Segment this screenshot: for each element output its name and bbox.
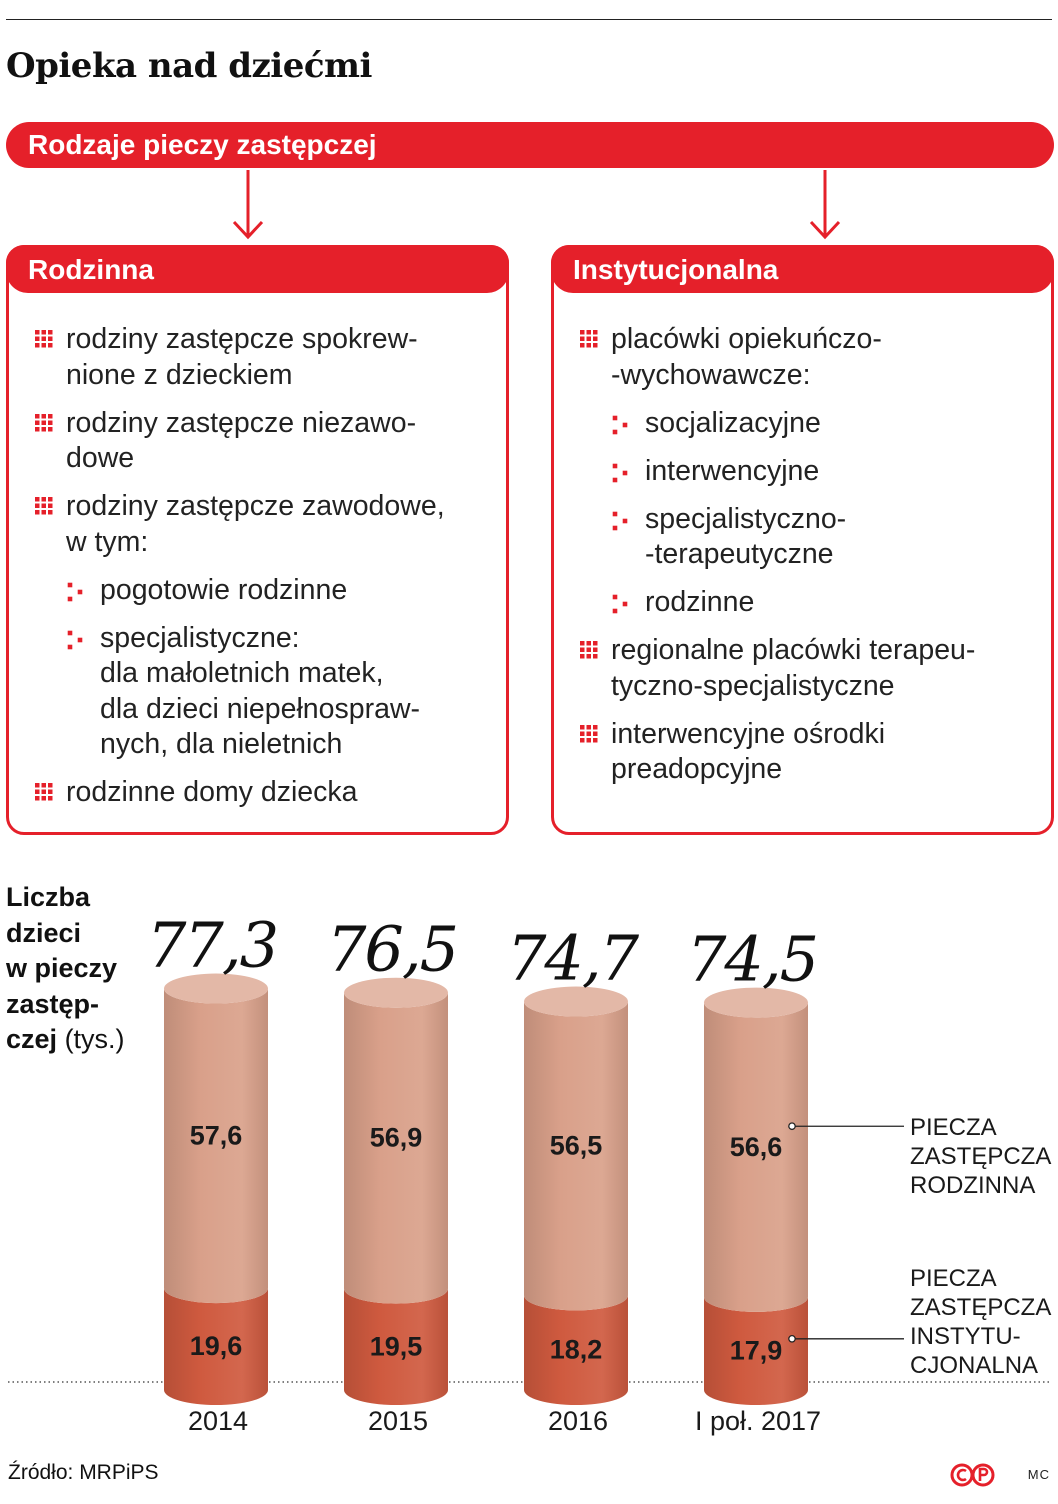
institutional-value-label: 18,2 — [549, 1334, 603, 1365]
list-item — [9, 621, 506, 763]
family-value-label: 56,9 — [369, 1122, 423, 1153]
grid-dots-icon — [579, 640, 599, 660]
list-item — [9, 573, 506, 609]
list-item-text: socjalizacyjne — [645, 406, 821, 439]
institutional-care-heading: Instytucjonalna — [551, 245, 1054, 293]
children-in-care-chart — [0, 850, 1058, 1450]
list-item-text: interwencyjne — [645, 454, 820, 487]
arrow-down-icon — [231, 168, 265, 242]
list-item — [9, 489, 506, 560]
legend-family-label: PIECZA ZASTĘPCZA RODZINNA — [910, 1114, 1052, 1200]
institutional-care-list — [554, 322, 1051, 800]
triangle-dots-icon — [67, 582, 83, 602]
legend-family-dot — [789, 1123, 795, 1129]
triangle-dots-icon — [67, 630, 83, 650]
list-item — [554, 585, 1051, 621]
category-label: 2016 — [547, 1406, 609, 1436]
list-item-text: rodziny zastępcze zawodowe, w tym: — [66, 490, 445, 558]
total-value-label: 76,5 — [326, 912, 458, 986]
chart-label-title: Liczba dzieci w pieczy zastęp- czej — [6, 882, 118, 1054]
list-item-text: pogotowie rodzinne — [100, 573, 348, 606]
legend-institutional-dot — [789, 1336, 795, 1342]
banner-label: Rodzaje pieczy zastępczej — [28, 129, 377, 160]
list-item-text: rodziny zastępcze niezawo- dowe — [66, 406, 417, 474]
list-item — [554, 633, 1051, 704]
arrow-down-icon — [808, 168, 842, 242]
category-label: 2014 — [187, 1406, 249, 1436]
grid-dots-icon — [34, 329, 54, 349]
list-item — [554, 502, 1051, 573]
banner — [6, 122, 1054, 168]
source-note: Źródło: MRPiPS — [8, 1461, 159, 1484]
list-item-text: interwencyjne ośrodki preadopcyjne — [611, 717, 886, 785]
list-item — [554, 322, 1051, 393]
list-item-text: placówki opiekuńczo- -wychowawcze: — [611, 323, 882, 391]
family-value-label: 56,6 — [729, 1131, 783, 1162]
family-care-box — [6, 245, 509, 835]
total-value-label: 74,7 — [506, 921, 638, 995]
author-credit: MC — [1027, 1467, 1050, 1482]
list-item — [9, 775, 506, 811]
triangle-dots-icon — [612, 511, 628, 531]
list-item-text: rodzinne domy dziecka — [66, 776, 358, 808]
list-item-text: specjalistyczno- -terapeutyczne — [645, 502, 847, 570]
institutional-value-label: 19,5 — [369, 1331, 423, 1362]
grid-dots-icon — [34, 496, 54, 516]
family-value-label: 57,6 — [189, 1120, 243, 1151]
family-value-label: 56,5 — [549, 1130, 603, 1161]
family-care-heading: Rodzinna — [6, 245, 509, 293]
chart-label-unit: (tys.) — [64, 1024, 125, 1054]
institutional-value-label: 17,9 — [729, 1335, 783, 1366]
list-item — [554, 454, 1051, 490]
grid-dots-icon — [579, 724, 599, 744]
family-care-list — [9, 322, 506, 823]
page-title: Opieka nad dziećmi — [6, 46, 372, 86]
list-item — [9, 322, 506, 393]
institutional-value-label: 19,6 — [189, 1331, 243, 1362]
total-value-label: 74,5 — [686, 922, 818, 996]
list-item-text: rodzinne — [645, 586, 755, 618]
list-item-text: specjalistyczne: dla małoletnich matek, dla dzieci niepełnospraw- nych, dla nieletnich — [100, 621, 421, 760]
grid-dots-icon — [34, 413, 54, 433]
category-label: 2015 — [367, 1406, 429, 1436]
legend-institutional-label: PIECZA ZASTĘPCZA INSTYTU-CJONALNA — [910, 1264, 1052, 1379]
institutional-care-box — [551, 245, 1054, 835]
total-value-label: 77,3 — [146, 908, 278, 982]
list-item-text: rodziny zastępcze spokrew- nione z dzieckiem — [66, 323, 418, 391]
list-item — [554, 406, 1051, 442]
category-label: I poł. 2017 — [694, 1406, 822, 1436]
triangle-dots-icon — [612, 415, 628, 435]
top-rule — [6, 19, 1052, 20]
grid-dots-icon — [579, 329, 599, 349]
list-item-text: regionalne placówki terapeu- tyczno-specjalistyczne — [611, 634, 976, 702]
triangle-dots-icon — [612, 463, 628, 483]
grid-dots-icon — [34, 782, 54, 802]
list-item — [554, 717, 1051, 788]
cp-logo-icon — [950, 1462, 996, 1488]
list-item — [9, 406, 506, 477]
triangle-dots-icon — [612, 594, 628, 614]
